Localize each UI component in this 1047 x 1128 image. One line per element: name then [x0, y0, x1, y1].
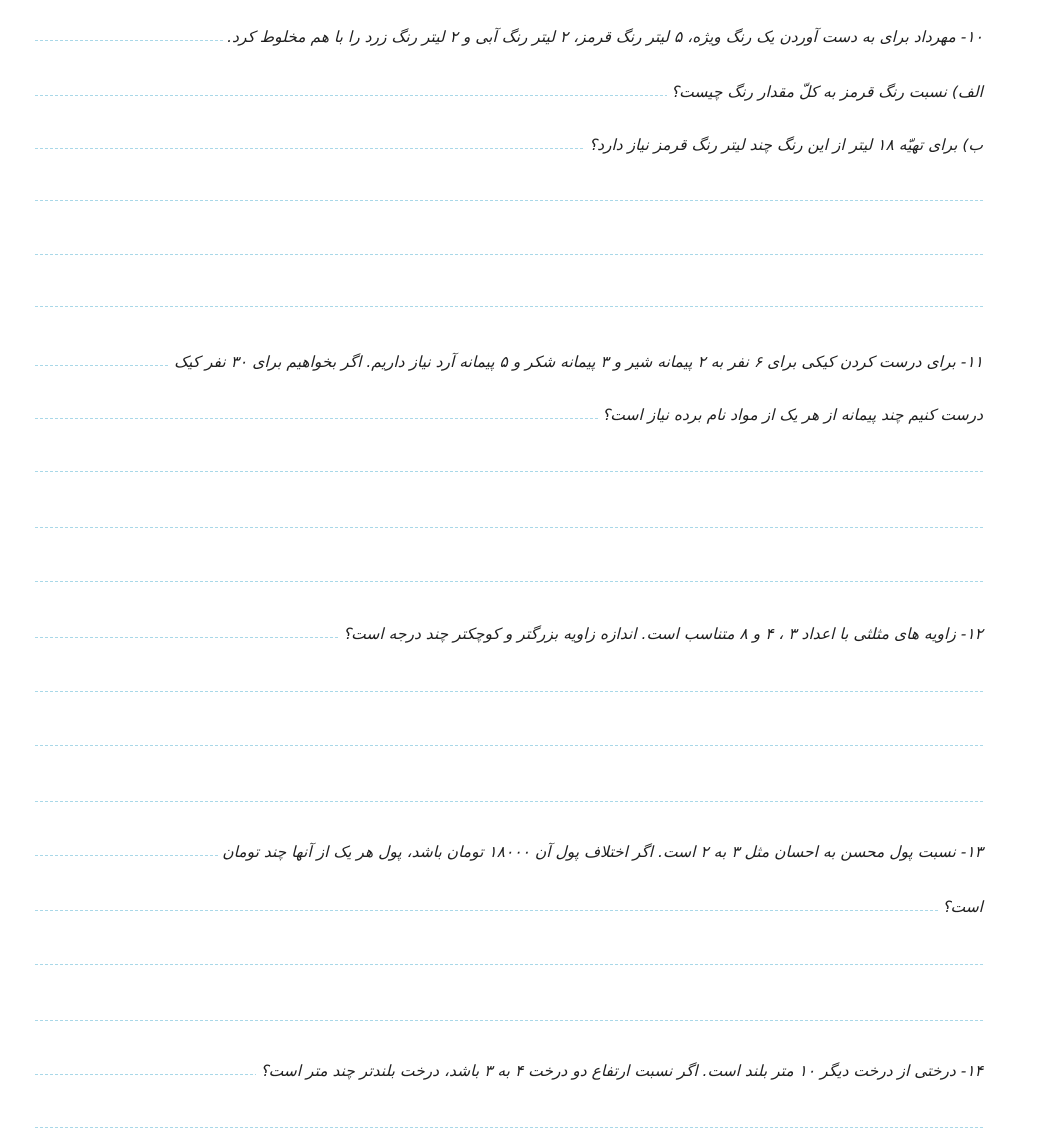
ruled-line: [35, 254, 983, 255]
ruled-line: [35, 745, 983, 746]
ruled-line: [35, 306, 983, 307]
question-13-text-cont: است؟: [938, 897, 983, 917]
ruled-line: [35, 1020, 983, 1021]
question-11-text-cont: درست کنیم چند پیمانه از هر یک از مواد نام برده نیاز است؟: [598, 405, 983, 425]
ruled-line: [35, 964, 983, 965]
question-10-part-b: ب) برای تهیّه ۱۸ لیتر از این رنگ چند لیتر رنگ قرمز نیاز دارد؟: [585, 135, 983, 155]
question-12-text: ۱۲- زاویه های مثلثی با اعداد ۳ ، ۴ و ۸ متناسب است. اندازه زاویه بزرگتر و کوچکتر چند درجه است؟: [339, 624, 983, 644]
ruled-line: [35, 801, 983, 802]
question-13-text: ۱۳- نسبت پول محسن به احسان مثل ۳ به ۲ است. اگر اختلاف پول آن ۱۸۰۰۰ تومان باشد، پول هر یک از آنها چند تومان: [218, 842, 983, 862]
ruled-line: [35, 581, 983, 582]
question-11-text: ۱۱- برای درست کردن کیکی برای ۶ نفر به ۲ پیمانه شیر و ۳ پیمانه شکر و ۵ پیمانه آرد نیاز داریم. اگر بخواهیم برای ۳۰ نفر کیک: [170, 352, 983, 372]
question-10-part-a: الف) نسبت رنگ قرمز به کلّ مقدار رنگ چیست؟: [667, 82, 983, 102]
ruled-line: [35, 527, 983, 528]
ruled-line: [35, 910, 983, 911]
ruled-line: [35, 471, 983, 472]
ruled-line: [35, 691, 983, 692]
question-10-text: ۱۰- مهرداد برای به دست آوردن یک رنگ ویژه، ۵ لیتر رنگ قرمز، ۲ لیتر رنگ آبی و ۲ لیتر رنگ زرد را با هم مخلوط کرد.: [223, 27, 983, 47]
ruled-line: [35, 200, 983, 201]
question-14-text: ۱۴- درختی از درخت دیگر ۱۰ متر بلند است. اگر نسبت ارتفاع دو درخت ۴ به ۳ باشد، درخت بلندتر چند متر است؟: [256, 1061, 983, 1081]
